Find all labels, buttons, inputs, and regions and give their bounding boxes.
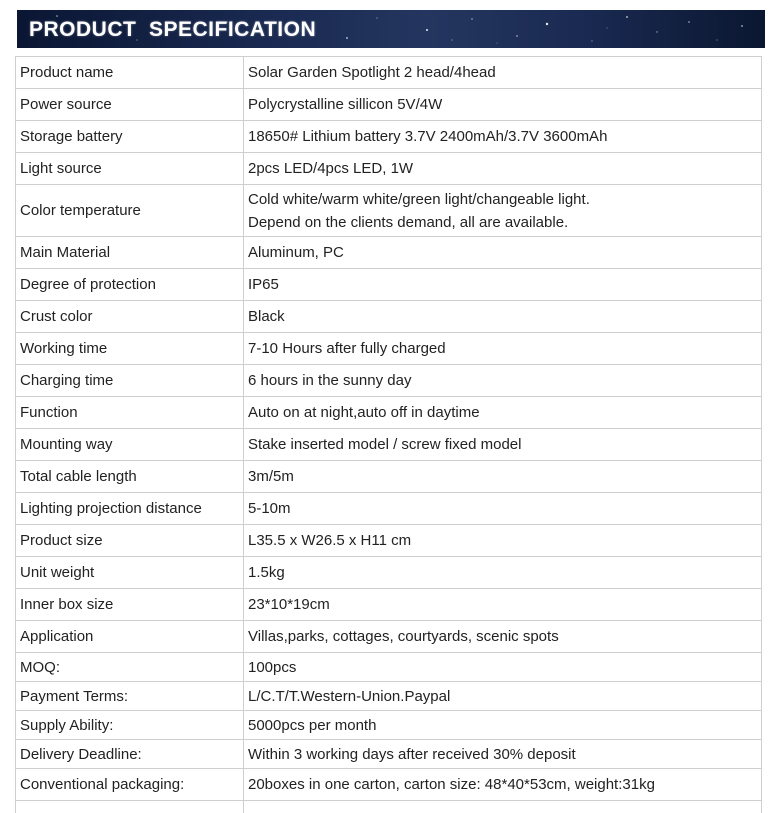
spec-value: 100pcs	[244, 653, 762, 682]
spec-value: 20boxes in one carton, carton size: 48*40*53cm, weight:31kg	[244, 769, 762, 801]
table-row	[16, 461, 762, 493]
spec-label: Payment Terms:	[16, 682, 244, 711]
table-row	[16, 711, 762, 740]
spec-label: Inner box size	[16, 589, 244, 621]
spec-label: MOQ:	[16, 653, 244, 682]
spec-label: Function	[16, 397, 244, 429]
spec-label: Crust color	[16, 301, 244, 333]
table-row	[16, 493, 762, 525]
spec-label: Product name	[16, 57, 244, 89]
spec-label: Degree of protection	[16, 269, 244, 301]
specification-table-body	[16, 57, 762, 813]
table-row	[16, 365, 762, 397]
spec-label: Product size	[16, 525, 244, 557]
spec-value: L/C.T/T.Western-Union.Paypal	[244, 682, 762, 711]
spec-value: 5-10m	[244, 493, 762, 525]
specification-table	[15, 56, 762, 813]
table-row	[16, 333, 762, 365]
page-title: PRODUCT SPECIFICATION	[29, 18, 316, 42]
table-row	[16, 801, 762, 813]
table-row	[16, 397, 762, 429]
table-row	[16, 269, 762, 301]
spec-value: Stake inserted model / screw fixed model	[244, 429, 762, 461]
spec-label: Charging time	[16, 365, 244, 397]
table-row	[16, 429, 762, 461]
table-row	[16, 557, 762, 589]
spec-label: Mounting way	[16, 429, 244, 461]
spec-label: Light source	[16, 153, 244, 185]
spec-value	[244, 801, 762, 813]
table-row	[16, 589, 762, 621]
table-row	[16, 185, 762, 237]
table-row	[16, 121, 762, 153]
spec-label	[16, 801, 244, 813]
spec-label: Power source	[16, 89, 244, 121]
spec-value: 3m/5m	[244, 461, 762, 493]
table-row	[16, 89, 762, 121]
spec-value: L35.5 x W26.5 x H11 cm	[244, 525, 762, 557]
spec-label: Working time	[16, 333, 244, 365]
spec-label: Storage battery	[16, 121, 244, 153]
table-row	[16, 621, 762, 653]
table-row	[16, 740, 762, 769]
spec-label: Unit weight	[16, 557, 244, 589]
spec-value: Polycrystalline sillicon 5V/4W	[244, 89, 762, 121]
spec-value: 1.5kg	[244, 557, 762, 589]
table-row	[16, 653, 762, 682]
spec-value: 6 hours in the sunny day	[244, 365, 762, 397]
spec-label: Total cable length	[16, 461, 244, 493]
spec-value-line: Cold white/warm white/green light/changeable light.	[248, 188, 757, 211]
spec-value: IP65	[244, 269, 762, 301]
table-row	[16, 525, 762, 557]
section-header-banner	[17, 10, 765, 48]
table-row	[16, 301, 762, 333]
spec-value: 2pcs LED/4pcs LED, 1W	[244, 153, 762, 185]
spec-label: Color temperature	[16, 185, 244, 237]
spec-label: Application	[16, 621, 244, 653]
spec-value: Within 3 working days after received 30% deposit	[244, 740, 762, 769]
spec-value: 7-10 Hours after fully charged	[244, 333, 762, 365]
spec-value: Auto on at night,auto off in daytime	[244, 397, 762, 429]
table-row	[16, 57, 762, 89]
table-row	[16, 237, 762, 269]
spec-label: Supply Ability:	[16, 711, 244, 740]
spec-value: Solar Garden Spotlight 2 head/4head	[244, 57, 762, 89]
table-row	[16, 769, 762, 801]
spec-label: Conventional packaging:	[16, 769, 244, 801]
table-row	[16, 682, 762, 711]
spec-label: Lighting projection distance	[16, 493, 244, 525]
spec-label: Main Material	[16, 237, 244, 269]
spec-value: Black	[244, 301, 762, 333]
spec-value: 18650# Lithium battery 3.7V 2400mAh/3.7V 3600mAh	[244, 121, 762, 153]
spec-label: Delivery Deadline:	[16, 740, 244, 769]
table-row	[16, 153, 762, 185]
spec-value: Villas,parks, cottages, courtyards, scenic spots	[244, 621, 762, 653]
spec-value: 5000pcs per month	[244, 711, 762, 740]
spec-value-line: Depend on the clients demand, all are available.	[248, 211, 757, 234]
spec-value: 23*10*19cm	[244, 589, 762, 621]
spec-value	[244, 185, 762, 237]
spec-value: Aluminum, PC	[244, 237, 762, 269]
